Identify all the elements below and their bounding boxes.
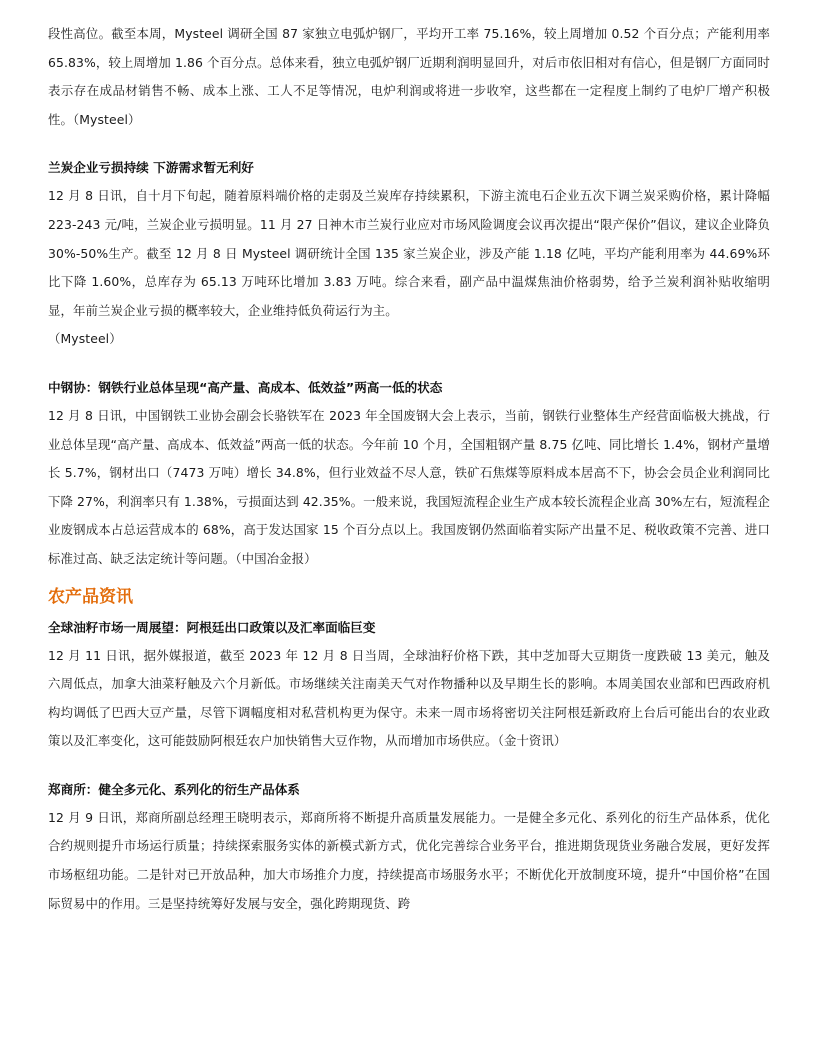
section-title-agriculture: 农产品资讯 xyxy=(48,586,133,607)
article-source-semi-coke: （Mysteel） xyxy=(48,331,122,347)
article-body-zce: 12 月 9 日讯，郑商所副总经理王晓明表示，郑商所将不断提升高质量发展能力。一是健全多元化、系列化的衍生产品体系，优化合约规则提升市场运行质量；持续探索服务实体的新模式新方式，优化完善综合业务平台，推进期货现货业务融合发展，更好发挥市场枢纽功能。二是针对已开放品种，加大市场推介力度，持续提高市场服务水平；不断优化开放制度环境，提升“中国价格”在国际贸易中的作用。三是坚持统筹好发展与安全，强化跨期现货、跨 xyxy=(48,809,770,911)
article-body-steel-association: 12 月 8 日讯，中国钢铁工业协会副会长骆铁军在 2023 年全国废钢大会上表示，当前，钢铁行业整体生产经营面临极大挑战，行业总体呈现“高产量、高成本、低效益”两高一低的状态。今年前 10 个月，全国粗钢产量 8.75 亿吨、同比增长 1.4%，钢材产量增长 5.7%，钢材出口（7473 万吨）增长 34.8%，但行业效益不尽人意，铁矿石焦煤等原料成本居高不下，协会会员企业利润同比下降 27%，利润率只有 1.38%，亏损面达到 42.35%。一般来说，我国短流程企业生产成本较长流程企业高 30%左右，短流程企业废钢成本占总运营成本的 68%，高于发达国家 15 个百分点以上。我国废钢仍然面临着实际产出量不足、税收政策不完善、进口标准过高、缺乏法定统计等问题。（中国冶金报） xyxy=(48,407,770,566)
paragraph-electric-furnace: 段性高位。截至本周，Mysteel 调研全国 87 家独立电弧炉钢厂，平均开工率 75.16%，较上周增加 0.52 个百分点；产能利用率 65.83%，较上周增加 1.86 个百分点。总体来看，独立电弧炉钢厂近期利润明显回升，对后市依旧相对有信心，但是钢厂方面同时表示存在成品材销售不畅、成本上涨、工人不足等情况，电炉利润或将进一步收窄，这些都在一定程度上制约了电炉厂增产积极性。（Mysteel） xyxy=(48,26,770,127)
article-body-semi-coke: 12 月 8 日讯，自十月下旬起，随着原料端价格的走弱及兰炭库存持续累积，下游主流电石企业五次下调兰炭采购价格，累计降幅 223-243 元/吨，兰炭企业亏损明显。11 月 27 日神木市兰炭行业应对市场风险调度会议再次提出“限产保价”倡议，建议企业降负 30%-50%生产。截至 12 月 8 日 Mysteel 调研统计全国 135 家兰炭企业，涉及产能 1.18 亿吨，平均产能利用率为 44.69%环比下降 1.60%，总库存为 65.13 万吨环比增加 3.83 万吨。综合来看，副产品中温煤焦油价格弱势，给予兰炭利润补贴收缩明显，年前兰炭企业亏损的概率较大，企业维持低负荷运行为主。 xyxy=(48,188,770,318)
document-page xyxy=(48,20,770,918)
article-title-steel-association: 中钢协：钢铁行业总体呈现“高产量、高成本、低效益”两高一低的状态 xyxy=(48,379,443,395)
article-body-oilseed: 12 月 11 日讯，据外媒报道，截至 2023 年 12 月 8 日当周，全球油籽价格下跌，其中芝加哥大豆期货一度跌破 13 美元，触及六周低点，加拿大油菜籽触及六个月新低。市场继续关注南美天气对作物播种以及早期生长的影响。本周美国农业部和巴西政府机构均调低了巴西大豆产量，尽管下调幅度相对私营机构更为保守。未来一周市场将密切关注阿根廷新政府上台后可能出台的农业政策以及汇率变化，这可能鼓励阿根廷农户加快销售大豆作物，从而增加市场供应。（金十资讯） xyxy=(48,647,770,749)
article-title-oilseed: 全球油籽市场一周展望：阿根廷出口政策以及汇率面临巨变 xyxy=(48,619,376,635)
article-title-zce: 郑商所：健全多元化、系列化的衍生产品体系 xyxy=(48,781,300,797)
article-title-semi-coke: 兰炭企业亏损持续 下游需求暂无利好 xyxy=(48,160,254,176)
